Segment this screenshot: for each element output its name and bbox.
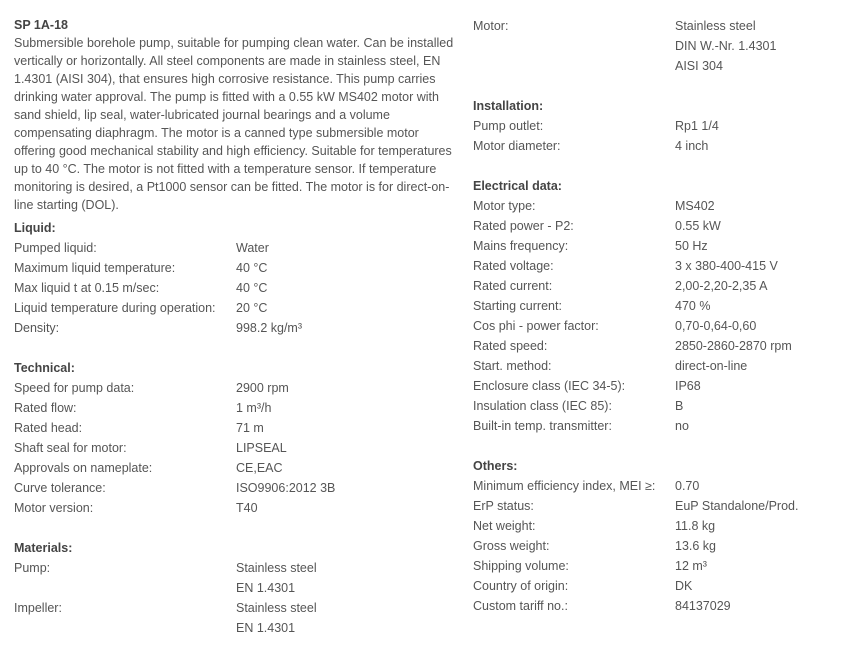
spec-label: Custom tariff no.: [473,599,568,613]
spec-value: DIN W.-Nr. 1.4301 [675,39,777,53]
spec-value: 12 m³ [675,559,707,573]
spec-row-rated-head [14,418,454,438]
left-sections [14,214,454,638]
right-column [473,16,833,616]
spec-values [236,438,287,458]
spec-values [675,496,798,516]
spec-values [236,238,269,258]
section-title: Electrical data: [473,179,562,193]
spec-label: Start. method: [473,359,552,373]
spec-row-enclosure-class-iec-34-5 [473,376,833,396]
section-title: Liquid: [14,221,56,235]
spec-label: Curve tolerance: [14,481,106,495]
spec-values [236,298,267,318]
spec-values [675,316,756,336]
spec-row-gross-weight [473,536,833,556]
spec-row-liquid-temperature-during-operation [14,298,454,318]
spec-label: Rated voltage: [473,259,554,273]
spec-value: CE,EAC [236,461,283,475]
spec-values [675,216,721,236]
right-section-installation [473,96,833,156]
section-title: Materials: [14,541,73,555]
spec-label: Shaft seal for motor: [14,441,127,455]
spec-values [236,598,317,638]
spec-value: 2850-2860-2870 rpm [675,339,792,353]
spec-values [675,376,701,396]
spec-row-cos-phi-power-factor [473,316,833,336]
spec-value: EN 1.4301 [236,621,296,635]
spec-row-custom-tariff-no [473,596,833,616]
spec-label: Motor type: [473,199,536,213]
spec-value: EN 1.4301 [236,581,296,595]
spec-row-erp-status [473,496,833,516]
spec-values [675,596,731,616]
spec-values [675,416,689,436]
spec-value: 50 Hz [675,239,708,253]
spec-values [236,558,317,598]
spec-value: T40 [236,501,258,515]
spec-value: 1 m³/h [236,401,272,415]
left-section-liquid [14,218,454,338]
spec-value: 3 x 380-400-415 V [675,259,778,273]
spec-label: Cos phi - power factor: [473,319,599,333]
right-section-electrical-data [473,176,833,436]
spec-row-density [14,318,454,338]
spec-value: ISO9906:2012 3B [236,481,336,495]
spec-row-maximum-liquid-temperature [14,258,454,278]
spec-label: Net weight: [473,519,536,533]
section-title: Installation: [473,99,544,113]
spec-values [675,296,710,316]
spec-value: Rp1 1/4 [675,119,719,133]
section-spacer [473,436,833,456]
left-column [14,16,454,638]
spec-label: Motor diameter: [473,139,561,153]
spec-value: 11.8 kg [675,519,716,533]
spec-label: ErP status: [473,499,534,513]
spec-value: 40 °C [236,281,268,295]
spec-row-approvals-on-nameplate [14,458,454,478]
spec-row-net-weight [473,516,833,536]
spec-row-mains-frequency [473,236,833,256]
spec-value: LIPSEAL [236,441,287,455]
spec-label: Impeller: [14,601,62,615]
spec-row-rated-speed [473,336,833,356]
spec-values [675,256,778,276]
product-title: SP 1A-18 [14,18,68,32]
spec-value: 20 °C [236,301,268,315]
spec-values [675,236,708,256]
spec-label: Rated head: [14,421,83,435]
spec-row-rated-flow [14,398,454,418]
left-section-materials [14,538,454,638]
spec-values [236,278,267,298]
spec-label: Motor: [473,19,509,33]
spec-row-insulation-class-iec-85 [473,396,833,416]
spec-value: 0,70-0,64-0,60 [675,319,757,333]
spec-label: Minimum efficiency index, MEI ≥: [473,479,656,493]
spec-label: Insulation class (IEC 85): [473,399,612,413]
spec-row-motor-diameter [473,136,833,156]
spec-row-motor-type [473,196,833,216]
spec-label: Rated flow: [14,401,77,415]
spec-label: Maximum liquid temperature: [14,261,176,275]
spec-values [236,398,271,418]
spec-value: 40 °C [236,261,268,275]
spec-label: Mains frequency: [473,239,569,253]
spec-values [675,196,715,216]
spec-label: Density: [14,321,60,335]
spec-row-pumped-liquid [14,238,454,258]
spec-values [675,396,683,416]
spec-values [236,458,283,478]
spec-values [236,478,335,498]
spec-value: 71 m [236,421,264,435]
spec-values [236,318,302,338]
section-title: Technical: [14,361,75,375]
spec-label: Pump: [14,561,51,575]
spec-values [675,336,792,356]
spec-values [675,536,716,556]
spec-row-built-in-temp-transmitter [473,416,833,436]
spec-label: Rated power - P2: [473,219,574,233]
spec-row-rated-voltage [473,256,833,276]
spec-label: Country of origin: [473,579,569,593]
spec-row-pump [14,558,454,598]
section-spacer [473,76,833,96]
spec-value: 2,00-2,20-2,35 A [675,279,768,293]
product-description: Submersible borehole pump, suitable for pumping clean water. Can be installed vertically or horizontally. All steel components are made in stainless steel, EN 1.4301 (AISI 304), that ensures high corrosive resistance. This pump carries drinking water approval. The pump is fitted with a 0.55 kW MS402 motor with sand shield, lip seal, water-lubricated journal bearings and a volume compensating diaphragm. The motor is a canned type submersible motor offering good mechanical stability and high efficiency. Suitable for temperatures up to 40 °C. The motor is not fitted with a temperature sensor. If temperature monitoring is desired, a Pt1000 sensor can be fitted. The motor is for direct-on-line starting (DOL). [14,36,454,212]
spec-label: Pumped liquid: [14,241,97,255]
spec-value: DK [675,579,693,593]
spec-value: IP68 [675,379,701,393]
spec-value: B [675,399,684,413]
spec-values [236,258,267,278]
spec-values [675,356,747,376]
right-section-general [473,16,833,76]
spec-row-rated-current [473,276,833,296]
spec-label: Motor version: [14,501,94,515]
spec-row-pump-outlet [473,116,833,136]
spec-row-shipping-volume [473,556,833,576]
spec-row-minimum-efficiency-index-mei [473,476,833,496]
right-section-others [473,456,833,616]
spec-value: 0.55 kW [675,219,721,233]
spec-value: EuP Standalone/Prod. [675,499,799,513]
spec-value: 84137029 [675,599,731,613]
spec-value: no [675,419,689,433]
spec-row-motor [473,16,833,76]
spec-values [236,378,289,398]
spec-row-start-method [473,356,833,376]
section-title: Others: [473,459,518,473]
spec-label: Rated current: [473,279,553,293]
spec-value: 470 % [675,299,711,313]
spec-values [675,136,708,156]
spec-value: 13.6 kg [675,539,717,553]
spec-value: 0.70 [675,479,700,493]
left-section-technical [14,358,454,518]
spec-row-max-liquid-t-at-0-15-m-sec [14,278,454,298]
spec-row-motor-version [14,498,454,518]
spec-label: Starting current: [473,299,562,313]
spec-label: Built-in temp. transmitter: [473,419,612,433]
spec-label: Liquid temperature during operation: [14,301,216,315]
spec-row-speed-for-pump-data [14,378,454,398]
spec-label: Gross weight: [473,539,550,553]
spec-value: Stainless steel [236,601,317,615]
spec-value: direct-on-line [675,359,748,373]
spec-value: Water [236,241,269,255]
spec-row-starting-current [473,296,833,316]
right-sections [473,16,833,616]
section-spacer [473,156,833,176]
spec-row-country-of-origin [473,576,833,596]
spec-row-shaft-seal-for-motor [14,438,454,458]
spec-label: Shipping volume: [473,559,569,573]
spec-values [675,276,767,296]
spec-values [675,116,719,136]
spec-label: Approvals on nameplate: [14,461,153,475]
spec-label: Speed for pump data: [14,381,135,395]
spec-values [675,556,707,576]
spec-value: 998.2 kg/m³ [236,321,303,335]
section-spacer [14,518,454,538]
spec-values [675,576,692,596]
spec-values [675,16,776,76]
spec-value: 4 inch [675,139,709,153]
spec-value: Stainless steel [675,19,756,33]
spec-values [236,498,258,518]
spec-label: Pump outlet: [473,119,544,133]
spec-values [675,516,715,536]
spec-value: MS402 [675,199,715,213]
spec-label: Enclosure class (IEC 34-5): [473,379,626,393]
spec-value: AISI 304 [675,59,723,73]
spec-row-impeller [14,598,454,638]
spec-row-curve-tolerance [14,478,454,498]
spec-label: Rated speed: [473,339,548,353]
spec-row-rated-power-p2 [473,216,833,236]
section-spacer [14,338,454,358]
spec-label: Max liquid t at 0.15 m/sec: [14,281,160,295]
spec-value: Stainless steel [236,561,317,575]
spec-values [236,418,264,438]
spec-value: 2900 rpm [236,381,289,395]
spec-values [675,476,699,496]
